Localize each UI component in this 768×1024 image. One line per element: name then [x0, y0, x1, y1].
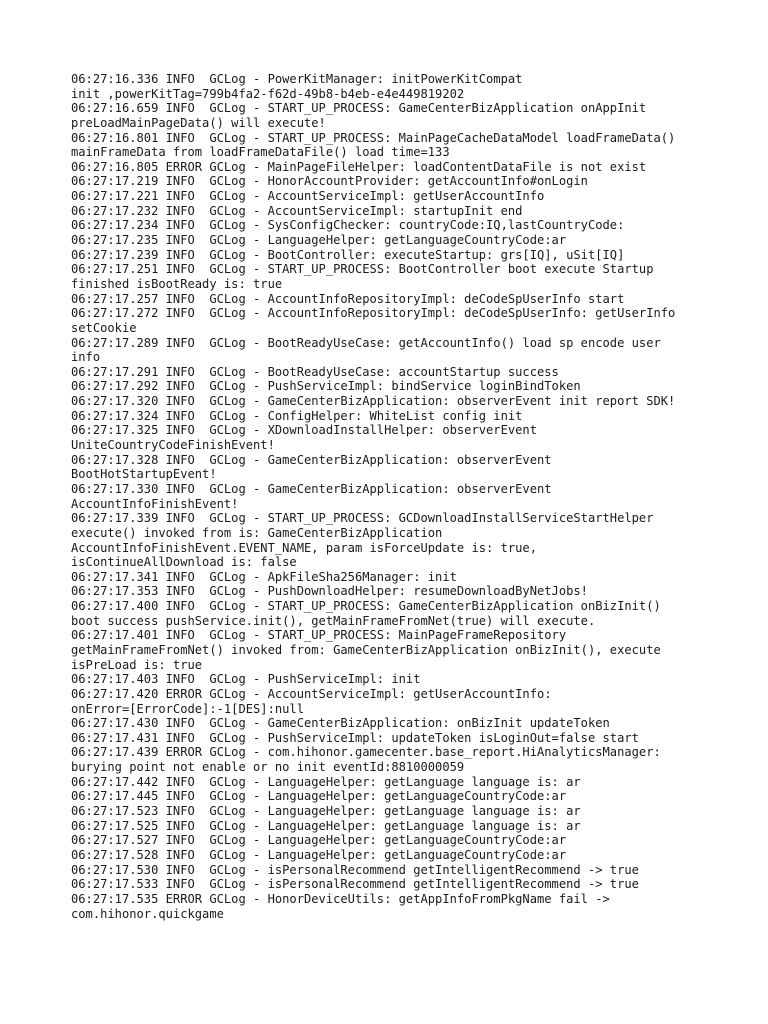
- log-line: 06:27:17.328 INFO GCLog - GameCenterBizApplication: observerEvent: [71, 452, 552, 467]
- log-text-block: [71, 72, 731, 921]
- log-line: 06:27:17.221 INFO GCLog - AccountServiceImpl: getUserAccountInfo: [71, 189, 545, 204]
- log-line: 06:27:17.430 INFO GCLog - GameCenterBizApplication: onBizInit updateToken: [71, 716, 610, 731]
- log-line: isPreLoad is: true: [71, 657, 203, 672]
- log-line: 06:27:17.325 INFO GCLog - XDownloadInstallHelper: observerEvent: [71, 423, 537, 438]
- log-line: 06:27:17.272 INFO GCLog - AccountInfoRepositoryImpl: deCodeSpUserInfo: getUserInfo: [71, 306, 676, 321]
- log-line: 06:27:17.403 INFO GCLog - PushServiceImpl: init: [71, 672, 421, 687]
- log-line: AccountInfoFinishEvent!: [71, 496, 239, 511]
- log-line: 06:27:17.439 ERROR GCLog - com.hihonor.gamecenter.base_report.HiAnalyticsManager:: [71, 745, 661, 760]
- log-line: 06:27:17.289 INFO GCLog - BootReadyUseCase: getAccountInfo() load sp encode user: [71, 335, 661, 350]
- log-line: 06:27:17.239 INFO GCLog - BootController: executeStartup: grs[IQ], uSit[IQ]: [71, 247, 625, 262]
- log-line: 06:27:17.431 INFO GCLog - PushServiceImpl: updateToken isLoginOut=false start: [71, 730, 639, 745]
- log-line: 06:27:17.442 INFO GCLog - LanguageHelper: getLanguage language is: ar: [71, 774, 581, 789]
- log-line: preLoadMainPageData() will execute!: [71, 115, 326, 130]
- log-line: 06:27:17.292 INFO GCLog - PushServiceImpl: bindService loginBindToken: [71, 379, 581, 394]
- log-line: 06:27:17.341 INFO GCLog - ApkFileSha256Manager: init: [71, 569, 457, 584]
- log-line: 06:27:17.320 INFO GCLog - GameCenterBizApplication: observerEvent init report SDK!: [71, 394, 676, 409]
- log-line: execute() invoked from is: GameCenterBizApplication: [71, 525, 443, 540]
- log-line: 06:27:17.251 INFO GCLog - START_UP_PROCESS: BootController boot execute Startup: [71, 262, 654, 277]
- log-line: 06:27:17.523 INFO GCLog - LanguageHelper: getLanguage language is: ar: [71, 804, 581, 819]
- log-line: 06:27:17.339 INFO GCLog - START_UP_PROCESS: GCDownloadInstallServiceStartHelper: [71, 511, 654, 526]
- log-line: 06:27:17.445 INFO GCLog - LanguageHelper: getLanguageCountryCode:ar: [71, 789, 567, 804]
- log-line: 06:27:17.535 ERROR GCLog - HonorDeviceUtils: getAppInfoFromPkgName fail ->: [71, 891, 610, 906]
- log-line: 06:27:16.659 INFO GCLog - START_UP_PROCESS: GameCenterBizApplication onAppInit: [71, 101, 647, 116]
- log-line: AccountInfoFinishEvent.EVENT_NAME, param isForceUpdate is: true,: [71, 540, 537, 555]
- log-line: setCookie: [71, 320, 137, 335]
- log-line: com.hihonor.quickgame: [71, 906, 224, 921]
- log-line: 06:27:16.805 ERROR GCLog - MainPageFileHelper: loadContentDataFile is not exist: [71, 159, 647, 174]
- log-line: 06:27:17.219 INFO GCLog - HonorAccountProvider: getAccountInfo#onLogin: [71, 174, 588, 189]
- log-line: 06:27:17.235 INFO GCLog - LanguageHelper: getLanguageCountryCode:ar: [71, 233, 567, 248]
- log-line: init ,powerKitTag=799b4fa2-f62d-49b8-b4eb-e4e449819202: [71, 86, 465, 101]
- log-line: burying point not enable or no init eventId:8810000059: [71, 760, 465, 775]
- log-line: 06:27:17.528 INFO GCLog - LanguageHelper: getLanguageCountryCode:ar: [71, 847, 567, 862]
- log-line: isContinueAllDownload is: false: [71, 555, 297, 570]
- log-line: 06:27:17.530 INFO GCLog - isPersonalRecommend getIntelligentRecommend -> true: [71, 862, 639, 877]
- log-line: UniteCountryCodeFinishEvent!: [71, 438, 275, 453]
- log-line: 06:27:17.420 ERROR GCLog - AccountServiceImpl: getUserAccountInfo:: [71, 686, 552, 701]
- log-line: boot success pushService.init(), getMainFrameFromNet(true) will execute.: [71, 613, 596, 628]
- log-line: 06:27:17.533 INFO GCLog - isPersonalRecommend getIntelligentRecommend -> true: [71, 877, 639, 892]
- log-line: 06:27:16.336 INFO GCLog - PowerKitManager: initPowerKitCompat: [71, 72, 523, 86]
- log-line: 06:27:17.257 INFO GCLog - AccountInfoRepositoryImpl: deCodeSpUserInfo start: [71, 291, 625, 306]
- log-line: 06:27:17.401 INFO GCLog - START_UP_PROCESS: MainPageFrameRepository: [71, 628, 567, 643]
- log-line: 06:27:17.527 INFO GCLog - LanguageHelper: getLanguageCountryCode:ar: [71, 833, 567, 848]
- log-line: 06:27:17.291 INFO GCLog - BootReadyUseCase: accountStartup success: [71, 364, 559, 379]
- log-line: 06:27:17.525 INFO GCLog - LanguageHelper: getLanguage language is: ar: [71, 818, 581, 833]
- log-line: 06:27:17.400 INFO GCLog - START_UP_PROCESS: GameCenterBizApplication onBizInit(): [71, 599, 661, 614]
- log-line: 06:27:17.324 INFO GCLog - ConfigHelper: WhiteList config init: [71, 408, 523, 423]
- log-line: 06:27:17.330 INFO GCLog - GameCenterBizApplication: observerEvent: [71, 481, 552, 496]
- log-line: 06:27:17.353 INFO GCLog - PushDownloadHelper: resumeDownloadByNetJobs!: [71, 584, 588, 599]
- log-line: mainFrameData from loadFrameDataFile() load time=133: [71, 145, 450, 160]
- log-line: getMainFrameFromNet() invoked from: GameCenterBizApplication onBizInit(), execute: [71, 642, 661, 657]
- log-line: onError=[ErrorCode]:-1[DES]:null: [71, 701, 304, 716]
- log-line: info: [71, 350, 101, 365]
- log-line: 06:27:17.232 INFO GCLog - AccountServiceImpl: startupInit end: [71, 203, 523, 218]
- log-line: 06:27:16.801 INFO GCLog - START_UP_PROCESS: MainPageCacheDataModel loadFrameData(): [71, 130, 676, 145]
- log-line: BootHotStartupEvent!: [71, 467, 217, 482]
- log-line: 06:27:17.234 INFO GCLog - SysConfigChecker: countryCode:IQ,lastCountryCode:: [71, 218, 625, 233]
- log-line: finished isBootReady is: true: [71, 276, 283, 291]
